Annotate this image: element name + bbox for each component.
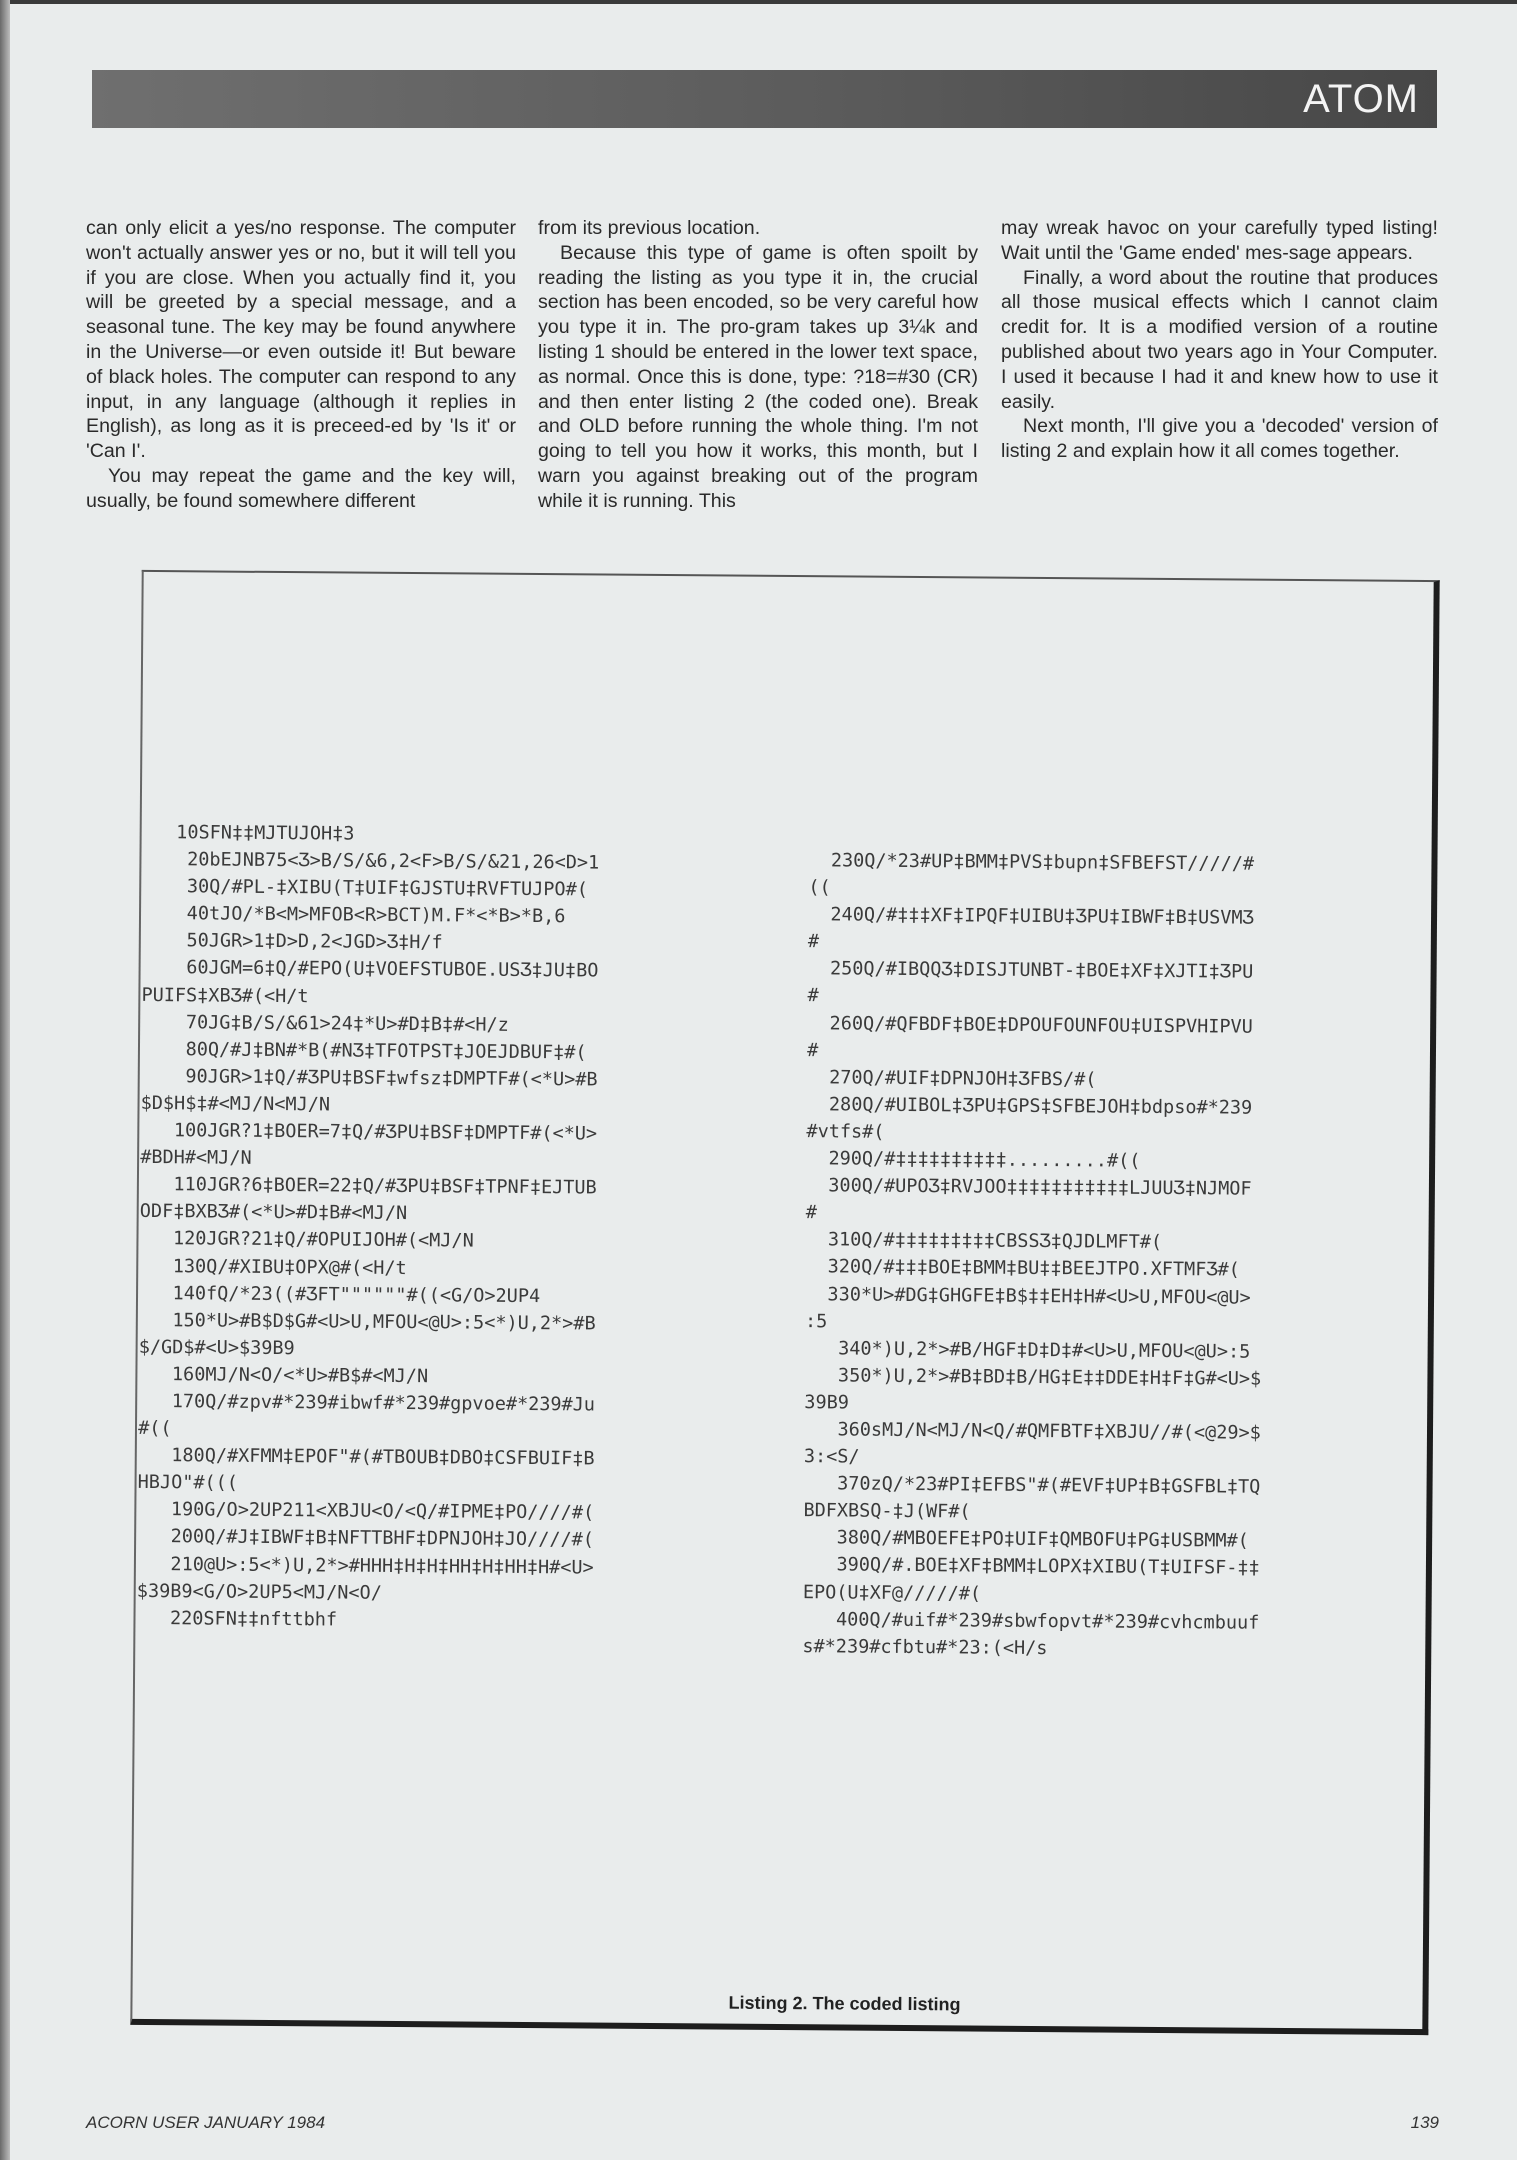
article-paragraph: Next month, I'll give you a 'decoded' version of listing 2 and explain how it all comes together. [1001, 415, 1438, 463]
listing-box [125, 570, 1439, 2035]
listing-line: 30Q/#PL-‡XIBU(T‡UIF‡GJSTU‡RVFTUJPO#( [131, 876, 588, 901]
listing-line: 380Q/#MBOEFE‡PO‡UIF‡QMBOFU‡PG‡USBMM#( [792, 1527, 1249, 1552]
listing-line: 330*U>#DG‡GHGFE‡B$‡‡EH‡H#<U>U,MFOU<@U> [793, 1283, 1251, 1309]
listing-line: 10SFN‡‡MJTUJOH‡3 [131, 821, 355, 845]
listing-line: 300Q/#UPOƷ‡RVJOO‡‡‡‡‡‡‡‡‡‡‡LJUUƷ‡NJMOF [794, 1175, 1252, 1200]
article-paragraph: can only elicit a yes/no response. The computer won't actually answer yes or no, but it will tell you if you are close. When you actually find it, you will be greeted by a special message, and a seasonal tune. The key may be found anywhere in the Universe—or even outside it! But beware of black holes. The computer can respond to any input, in any language (although it replies in English), as long as it is preceed-ed by 'Is it' or 'Can I'. [86, 217, 516, 463]
listing-line: # [794, 1202, 818, 1224]
listing-line: 140fQ/*23((#ƷFT""""""#((<G/O>2UP4 [127, 1282, 541, 1307]
listing-line: # [796, 985, 819, 1007]
footer-publication: ACORN USER JANUARY 1984 [86, 2113, 326, 2132]
listing-line: 130Q/#XIBU‡OPX@#(<H/t [128, 1255, 407, 1279]
listing-line: 39B9 [793, 1391, 849, 1414]
listing-line: 120JGR?21‡Q/#OPUIJOH#(<MJ/N [128, 1228, 474, 1252]
listing-line: 200Q/#J‡IBWF‡B‡NFTTBHF‡DPNJOH‡JO////#( [126, 1526, 595, 1551]
article-column-1 [86, 216, 516, 514]
listing-right-column [791, 847, 1265, 1663]
listing-line: 400Q/#uif#*239#sbwfopvt#*239#cvhcmbuuf [791, 1608, 1260, 1634]
listing-line: 240Q/#‡‡‡XF‡IPQF‡UIBU‡ƷPU‡IBWF‡B‡USVMƷ [796, 904, 1254, 929]
listing-line: $39B9<G/O>2UP5<MJ/N<O/ [125, 1580, 382, 1604]
listing-line: s#*239#cfbtu#*23:(<H/s [791, 1635, 1048, 1659]
article-column-2 [538, 216, 978, 514]
listing-line: 270Q/#UIF‡DPNJOH‡ƷFBS/#( [795, 1066, 1097, 1091]
binding-spine [0, 0, 10, 2160]
listing-line: 320Q/#‡‡‡BOE‡BMM‡BU‡‡BEEJTPO.XFTMFƷ#( [794, 1256, 1240, 1281]
listing-line: EPO(U‡XF@/////#( [791, 1581, 982, 1605]
listing-line: # [796, 931, 820, 953]
page-top-edge [0, 0, 1517, 4]
article-column-3 [1001, 216, 1438, 464]
listing-line: #BDH#<MJ/N [129, 1146, 252, 1169]
listing-line: 80Q/#J‡BN#*B(#NƷ‡TFOTPST‡JOEJDBUF‡#( [129, 1038, 587, 1064]
listing-line: 160MJ/N<O/<*U>#B$#<MJ/N [127, 1363, 429, 1388]
listing-line: $D$H$‡#<MJ/N<MJ/N [129, 1092, 331, 1116]
listing-line: 100JGR?1‡BOER=7‡Q/#ƷPU‡BSF‡DMPTF#(<*U> [129, 1119, 598, 1145]
listing-line: 150*U>#B$D$G#<U>U,MFOU<@U>:5<*)U,2*>#B [127, 1309, 596, 1335]
listing-line: 250Q/#IBQQƷ‡DISJTUNBT-‡BOE‡XF‡XJTI‡ƷPU [796, 958, 1254, 984]
listing-line: HBJO"#((( [126, 1472, 239, 1494]
listing-line: 50JGR>1‡D>D,2<JGD>Ʒ‡H/f [130, 930, 443, 954]
listing-line: 90JGR>1‡Q/#ƷPU‡BSF‡wfsz‡DMPTF#(<*U>#B [129, 1065, 598, 1091]
section-title: ATOM [1303, 77, 1419, 121]
listing-line: 390Q/#.BOE‡XF‡BMM‡LOPX‡XIBU(T‡UIFSF-‡‡ [791, 1554, 1260, 1580]
listing-line: 370zQ/*23#PI‡EFBS"#(#EVF‡UP‡B‡GSFBL‡TQ [792, 1473, 1261, 1498]
listing-line: 40tJO/*B<M>MFOB<R>BCT)M.F*<*B>*B,6 [130, 903, 566, 928]
listing-line: 230Q/*23#UP‡BMM‡PVS‡bupn‡SFBEFST/////# [797, 850, 1255, 875]
article-paragraph: may wreak havoc on your carefully typed listing! Wait until the 'Game ended' mes-sage appears. [1001, 217, 1438, 264]
listing-left-column [125, 819, 599, 1635]
listing-line: 310Q/#‡‡‡‡‡‡‡‡‡CBSSƷ‡QJDLMFT#( [794, 1229, 1163, 1254]
listing-line: 190G/O>2UP211<XBJU<O/<Q/#IPME‡PO////#( [126, 1499, 595, 1524]
listing-line: PUIFS‡XBƷ#(<H/t [130, 984, 309, 1007]
listing-line: #vtfs#( [795, 1121, 885, 1143]
listing-line: 220SFN‡‡nfttbhf [125, 1607, 338, 1631]
listing-caption: Listing 2. The coded listing [728, 1992, 961, 2015]
listing-line: # [795, 1039, 819, 1061]
listing-line: 280Q/#UIBOL‡ƷPU‡GPS‡SFBEJOH‡bdpso#*239 [795, 1093, 1253, 1119]
listing-line: #(( [126, 1417, 172, 1440]
listing-line: :5 [793, 1310, 828, 1332]
listing-line: 170Q/#zpv#*239#ibwf#*239#gpvoe#*239#Ju [127, 1390, 596, 1416]
listing-line: BDFXBSQ-‡J(WF#( [792, 1500, 971, 1523]
article-paragraph: Finally, a word about the routine that produces all those musical effects which I cannot claim credit for. It is a modified version of a routine published about two years ago in Your Computer. I used it because I had it and knew how to use it easily. [1001, 266, 1438, 413]
listing-line: 350*)U,2*>#B‡BD‡B/HG‡E‡‡DDE‡H‡F‡G#<U>$ [793, 1364, 1262, 1390]
section-header-bar [92, 70, 1437, 128]
listing-line: 360sMJ/N<MJ/N<Q/#QMFBTF‡XBJU//#(<@29>$ [792, 1419, 1261, 1444]
listing-line: 3:<S/ [792, 1446, 860, 1468]
listing-line: 110JGR?6‡BOER=22‡Q/#ƷPU‡BSF‡TPNF‡EJTUB [128, 1174, 597, 1199]
listing-line: $/GD$#<U>$39B9 [127, 1336, 295, 1359]
listing-line: 60JGM=6‡Q/#EPO(U‡VOEFSTUBOE.USƷ‡JU‡BO [130, 957, 599, 982]
listing-line: 260Q/#QFBDF‡BOE‡DPOUFOUNFOU‡UISPVHIPVU [796, 1012, 1253, 1038]
listing-line: 210@U>:5<*)U,2*>#HHH‡H‡H‡HH‡H‡HH‡H#<U> [125, 1553, 594, 1579]
listing-line: 20bEJNB75<Ʒ>B/S/&6,2<F>B/S/&21,26<D>1 [131, 848, 600, 874]
article-paragraph: Because this type of game is often spoilt by reading the listing as you type it in, the crucial section has been encoded, so be very careful how you type it in. The pro-gram takes up 3¼k and listing 1 should be entered in the lower text space, as normal. Once this is done, type: ?18=#30 (CR) and then enter listing 2 (the coded one). Break and OLD before running the whole thing. I'm not going to tell you how it works, this month, but I warn you against breaking out of the program while it is running. This [538, 241, 978, 512]
page-number: 139 [1410, 2113, 1439, 2132]
article-paragraph: You may repeat the game and the key will, usually, be found somewhere different [86, 464, 516, 512]
listing-line: 290Q/#‡‡‡‡‡‡‡‡‡‡.........#(( [795, 1148, 1141, 1172]
listing-line: 180Q/#XFMM‡EPOF"#(#TBOUB‡DBO‡CSFBUIF‡B [126, 1444, 595, 1470]
listing-line: 340*)U,2*>#B/HGF‡D‡D‡#<U>U,MFOU<@U>:5 [793, 1337, 1251, 1363]
listing-line: 70JG‡B/S/&61>24‡*U>#D‡B‡#<H/z [130, 1011, 509, 1036]
listing-line: ODF‡BXBƷ#(<*U>#D‡B#<MJ/N [128, 1201, 408, 1225]
listing-line: (( [797, 877, 831, 899]
article-paragraph: from its previous location. [538, 217, 761, 239]
